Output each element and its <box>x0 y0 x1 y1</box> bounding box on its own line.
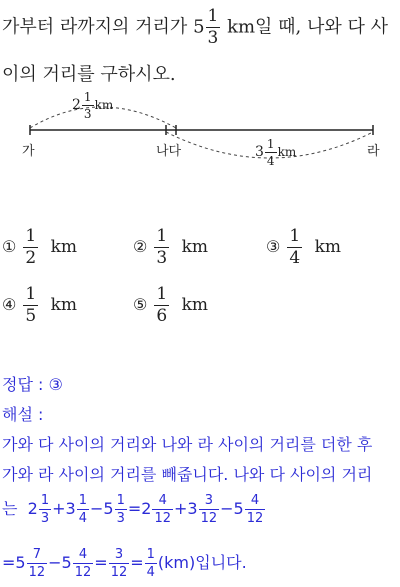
bottom-distance-label: 3 $\frac{1}{4}$ km <box>255 137 297 168</box>
label-nada: 나다 <box>156 144 182 159</box>
question-line-2: 이의 거리를 구하시오. <box>2 64 176 85</box>
option-4[interactable]: ④ $\frac{1}{5}$ km <box>2 284 77 326</box>
explanation-label: 해설 : <box>2 405 44 424</box>
option-1[interactable]: ① $\frac{1}{2}$ km <box>2 226 77 268</box>
option-5[interactable]: ⑤ $\frac{1}{6}$ km <box>133 284 208 326</box>
equation-line-1: 는 2 $\frac{1}{3}$ +3 $\frac{1}{4}$ −5 $\frac{1}{3}$ =2 $\frac{4}{12}$ +3 $\frac{3}{12}$ −5 $\frac{4}{12}$ <box>2 493 264 526</box>
explanation-line-1: 가와 다 사이의 거리와 나와 라 사이의 거리를 더한 후 <box>2 435 373 454</box>
question-text-end: km일 때, 나와 다 사 <box>227 16 388 38</box>
option-3[interactable]: ③ $\frac{1}{4}$ km <box>266 226 341 268</box>
question-line-1 <box>2 8 388 47</box>
label-ra: 라 <box>367 144 380 159</box>
question-text-start: 가부터 라까지의 거리가 <box>2 16 188 38</box>
label-ga: 가 <box>22 144 35 159</box>
top-distance-label: 2 $\frac{1}{3}$ km <box>72 90 114 121</box>
explanation-line-2: 가와 라 사이의 거리를 빼줍니다. 나와 다 사이의 거리 <box>2 465 373 484</box>
option-2[interactable]: ② $\frac{1}{3}$ km <box>133 226 208 268</box>
distance-diagram <box>0 92 400 182</box>
answer-label: 정답 : ③ <box>2 375 63 394</box>
question-fraction: $\frac{1}{3}$ <box>207 6 219 48</box>
equation-line-2: =5 $\frac{7}{12}$ −5 $\frac{4}{12}$ = $\frac{3}{12}$ = $\frac{1}{4}$ (km)입니다. <box>2 547 247 580</box>
question-whole: 5 <box>193 16 205 38</box>
